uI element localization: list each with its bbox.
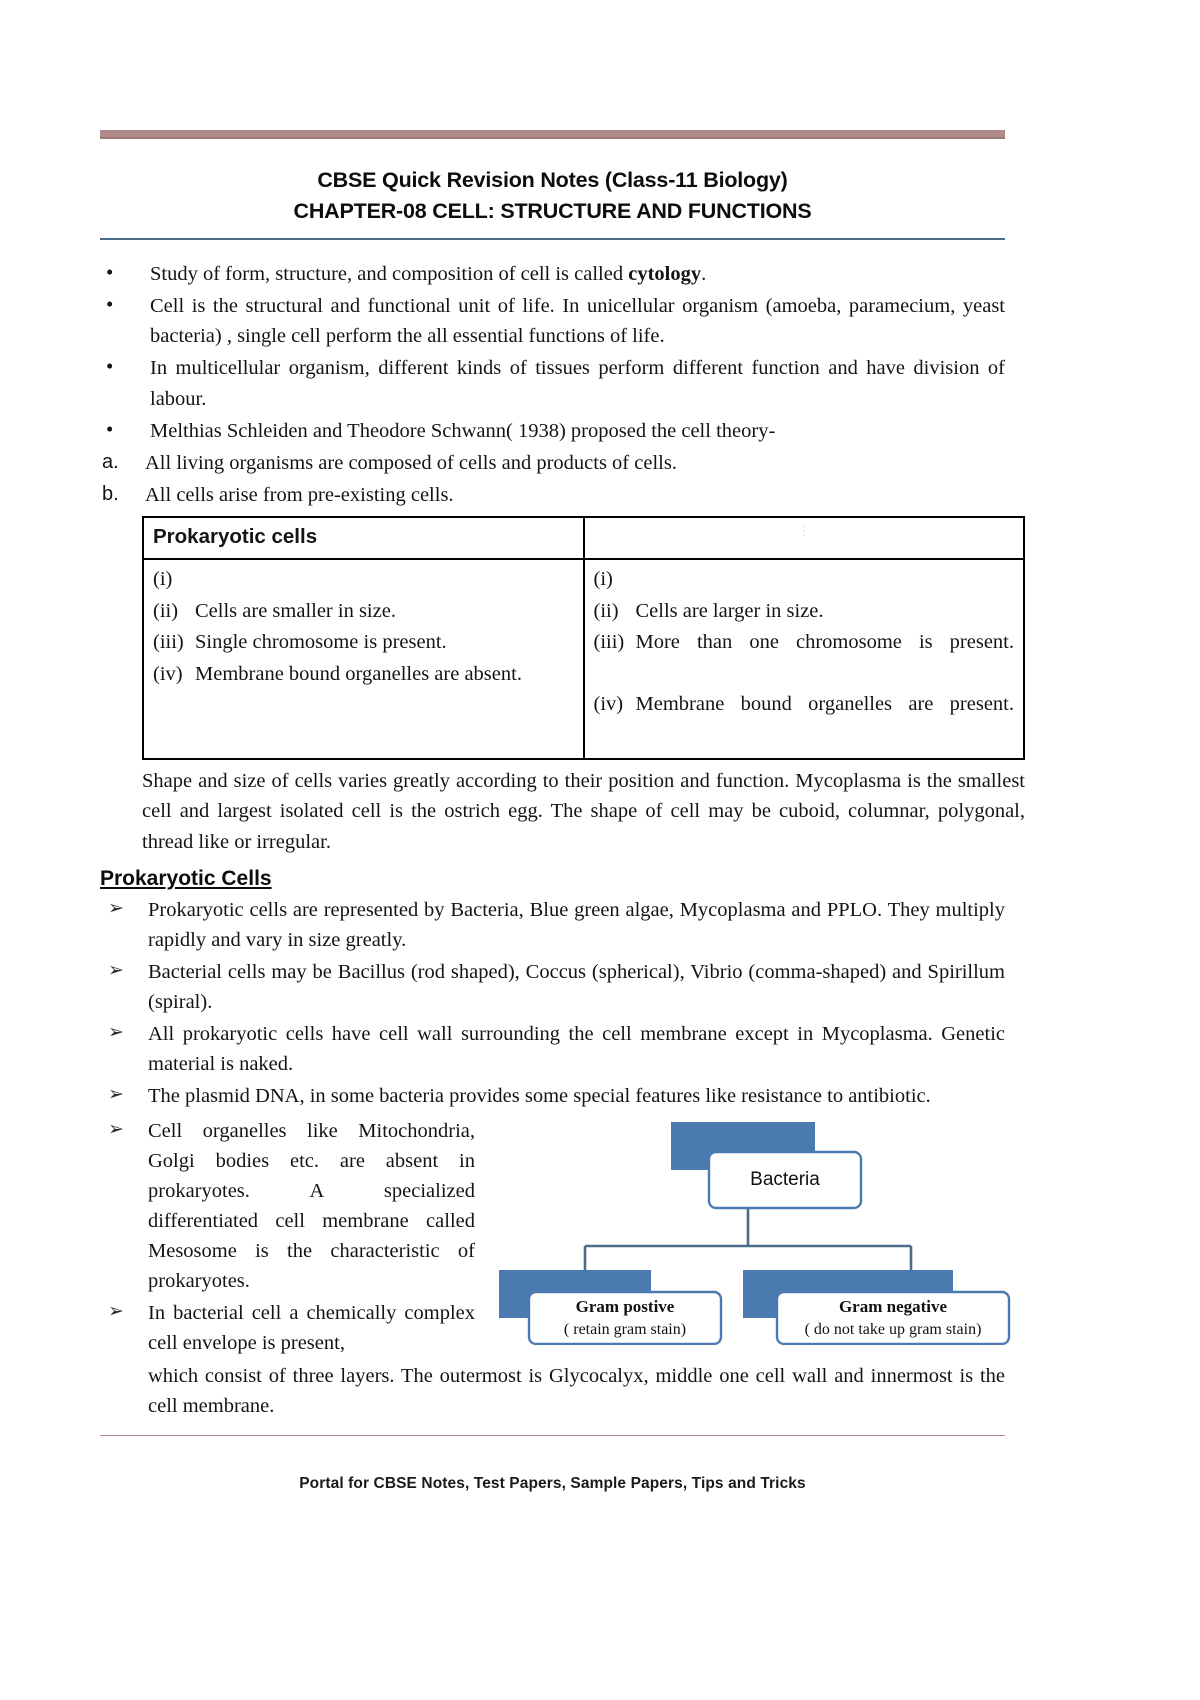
cell-theory-points: [100, 448, 1005, 510]
intro-bullet-list: [100, 259, 1005, 446]
list-item: [153, 628, 574, 658]
arrow-bullet-icon: ➢: [108, 1084, 124, 1106]
list-item: [100, 448, 1005, 478]
list-item: [100, 416, 1005, 446]
item-number: (iv): [593, 692, 624, 715]
item-text: Cells are smaller in size.: [195, 599, 396, 622]
list-item: [100, 1019, 1005, 1079]
list-item: [594, 597, 1015, 627]
item-number: (iv): [153, 663, 183, 686]
list-item: [100, 1081, 1005, 1111]
list-item-text: Cell organelles like Mitochondria, Golgi bodies etc. are absent in prokaryotes. A specialized differentiated cell membrane called Mesosome is the characteristic of prokaryotes.: [148, 1119, 475, 1293]
table-header: [143, 517, 1024, 559]
list-item: [100, 353, 1005, 413]
list-item: [594, 565, 1015, 595]
footer-divider: [100, 1435, 1005, 1436]
root-box-label: Bacteria: [750, 1168, 820, 1190]
list-item: [594, 628, 1015, 687]
arrow-bullet-icon: ➢: [108, 1301, 124, 1323]
comparison-table-wrapper: [142, 516, 1025, 760]
list-marker: a.: [102, 450, 119, 473]
left-child-label: Gram postive: [575, 1296, 675, 1316]
bullet-icon: •: [106, 260, 114, 285]
list-item-text: Melthias Schleiden and Theodore Schwann( 1938) proposed the cell theory-: [150, 419, 776, 442]
bullet-icon: •: [106, 354, 114, 379]
table-header-row: [143, 517, 1024, 559]
list-item: [594, 690, 1015, 749]
arrow-bullet-icon: ➢: [108, 959, 124, 981]
left-child-sublabel: ( retain gram stain): [563, 1320, 687, 1338]
cell-prokaryotic-features: [143, 559, 584, 759]
arrow-bullet-icon: ➢: [108, 897, 124, 919]
text-segment: Study of form, structure, and composition of cell is called: [150, 263, 629, 286]
cell-eukaryotic-features: [584, 559, 1025, 759]
header-divider: [100, 238, 1005, 240]
item-number: (iii): [593, 631, 625, 654]
prokaryotic-eukaryotic-table: [142, 516, 1025, 760]
item-text: Membrane bound organelles are absent.: [195, 663, 522, 686]
page-content: [100, 130, 1025, 1421]
text-segment-end: .: [701, 263, 707, 286]
top-decorative-rule: [100, 130, 1005, 139]
column-header-prokaryotic: Prokaryotic cells: [143, 517, 584, 559]
shape-size-paragraph: Shape and size of cells varies greatly according to their position and function. Mycoplasma is the smallest cell and largest isolated cell is the ostrich egg. The shape of cell may be cuboid, columnar, polygonal, thread like or irregular.: [142, 770, 1025, 853]
list-item: [153, 597, 574, 627]
list-item: [153, 565, 574, 595]
cell-envelope-tail-paragraph: which consist of three layers. The outermost is Glycocalyx, middle one cell wall and innermost is the cell membrane.: [148, 1364, 1005, 1417]
item-text: [636, 565, 1015, 595]
arrow-bullet-icon: ➢: [108, 1022, 124, 1044]
item-text: Single chromosome is present.: [195, 631, 447, 654]
list-item-text: All living organisms are composed of cells and products of cells.: [145, 451, 677, 474]
list-item-text: In bacterial cell a chemically complex cell envelope is present,: [148, 1302, 475, 1355]
feature-list-right: [594, 565, 1015, 749]
item-text: More than one chromosome is present.: [635, 631, 1014, 654]
list-item: [100, 895, 1005, 955]
list-item: [153, 660, 574, 690]
item-text: Membrane bound organelles are present.: [635, 692, 1014, 715]
item-number: (ii): [153, 599, 179, 622]
item-text: [195, 565, 574, 595]
page-title: CBSE Quick Revision Notes (Class-11 Biology): [317, 168, 788, 192]
bacteria-classification-diagram: [481, 1120, 1011, 1345]
column-header-blank: ⋮: [584, 517, 1025, 559]
item-text: Cells are larger in size.: [635, 599, 824, 622]
list-item: [100, 1116, 475, 1297]
list-item: [100, 291, 1005, 351]
wrapped-arrow-list: [100, 1116, 475, 1359]
item-number: (i): [593, 568, 613, 591]
item-number: (ii): [593, 599, 619, 622]
right-child-label: Gram negative: [838, 1296, 948, 1316]
list-item-text: Prokaryotic cells are represented by Bacteria, Blue green algae, Mycoplasma and PPLO. They multiply rapidly and vary in size greatly.: [148, 898, 1005, 951]
section-heading-prokaryotic-cells: Prokaryotic Cells: [100, 866, 272, 890]
list-item: [100, 1298, 475, 1358]
item-number: (iii): [153, 631, 184, 654]
arrow-bullet-icon: ➢: [108, 1118, 124, 1140]
diagram-text-region: [100, 1116, 1005, 1421]
list-item-text: All prokaryotic cells have cell wall surrounding the cell membrane except in Mycoplasma. Genetic material is naked.: [148, 1023, 1005, 1076]
list-item-text: The plasmid DNA, in some bacteria provides some special features like resistance to antibiotic.: [148, 1085, 931, 1108]
bullet-icon: •: [106, 292, 114, 317]
right-child-sublabel: ( do not take up gram stain): [804, 1320, 982, 1338]
list-marker: b.: [102, 482, 119, 505]
list-item: [100, 480, 1005, 510]
bullet-icon: •: [106, 416, 114, 441]
emphasis-cytology: cytology: [628, 263, 702, 286]
list-item-text: All cells arise from pre-existing cells.: [145, 483, 454, 506]
list-item-text: [150, 263, 706, 285]
table-body: [143, 559, 1024, 759]
prokaryotic-arrow-list: [100, 895, 1005, 1112]
table-row: [143, 559, 1024, 759]
footer-text: Portal for CBSE Notes, Test Papers, Sample Papers, Tips and Tricks: [299, 1475, 806, 1492]
list-item: [100, 957, 1005, 1017]
list-item-text: Bacterial cells may be Bacillus (rod shaped), Coccus (spherical), Vibrio (comma-shaped) and Spirillum (spiral).: [148, 960, 1005, 1014]
list-item-text: In multicellular organism, different kinds of tissues perform different function and have division of labour.: [150, 357, 1005, 410]
feature-list-left: [153, 565, 574, 690]
list-item-text: Cell is the structural and functional unit of life. In unicellular organism (amoeba, paramecium, yeast bacteria) , single cell perform the all essential functions of life.: [150, 295, 1005, 348]
item-number: (i): [153, 568, 173, 591]
list-item: [100, 259, 1005, 289]
page-subtitle: CHAPTER-08 CELL: STRUCTURE AND FUNCTIONS: [293, 198, 812, 223]
